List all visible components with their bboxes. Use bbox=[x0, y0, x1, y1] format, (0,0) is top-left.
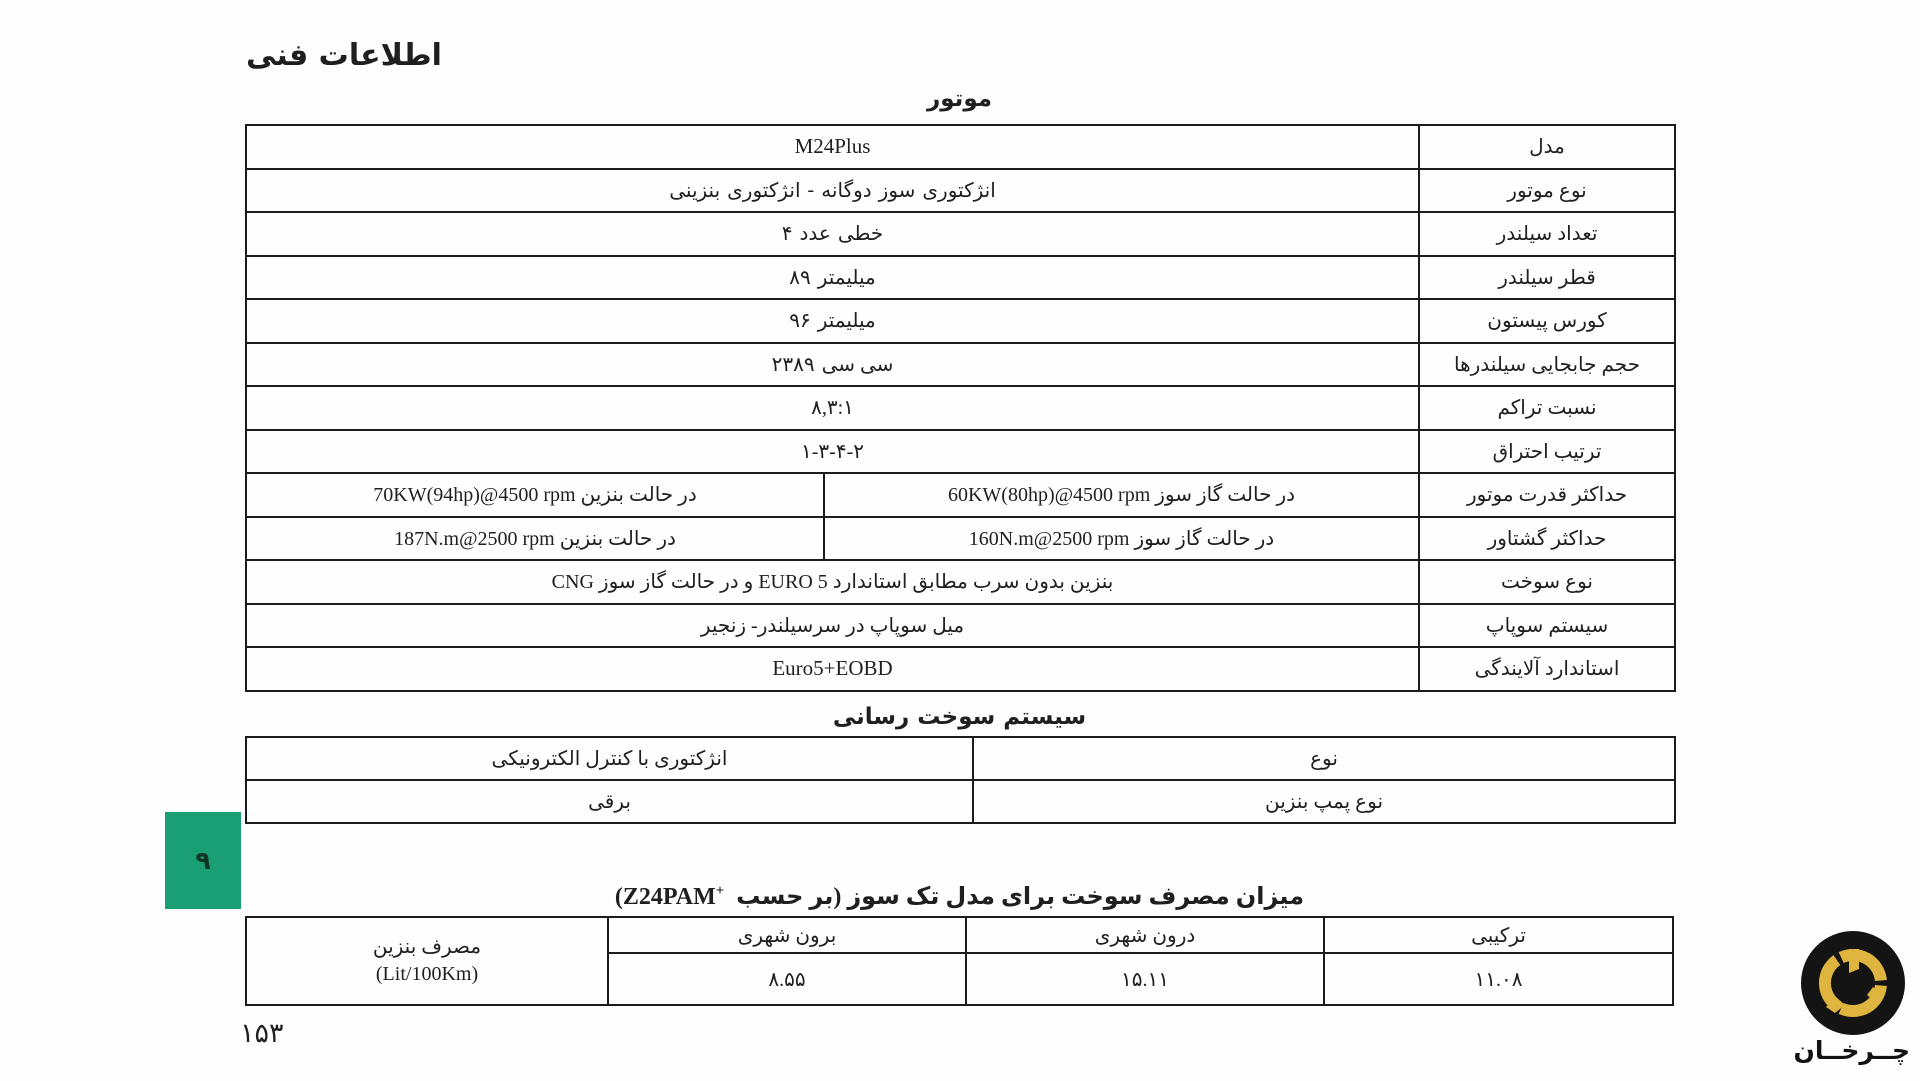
fc-value-extra-urban: ۸.۵۵ bbox=[608, 953, 966, 1005]
fuel-system-table-title: سیستم سوخت رسانی bbox=[832, 704, 1087, 730]
spec-row-model bbox=[246, 125, 1675, 169]
page-title: اطلاعات فنی bbox=[246, 38, 442, 73]
spec-label-fuel-type: نوع سوخت bbox=[1419, 560, 1675, 604]
spec-value-cylinders: ۴ عدد خطی bbox=[246, 212, 1419, 256]
spec-row-compression bbox=[246, 386, 1675, 430]
spec-value-max-power-gas: در حالت گاز سوز 60KW(80hp)@4500 rpm bbox=[824, 473, 1419, 517]
spec-label-emission-standard: استاندارد آلایندگی bbox=[1419, 647, 1675, 691]
spec-row-fuel-type bbox=[246, 560, 1675, 604]
fc-header-combined: ترکیبی bbox=[1324, 917, 1673, 953]
section-number: ۹ bbox=[195, 846, 211, 875]
spec-label-engine-type: نوع موتور bbox=[1419, 169, 1675, 213]
spec-value-model: M24Plus bbox=[246, 125, 1419, 169]
spec-row-max-power bbox=[246, 473, 1675, 517]
fc-value-urban: ۱۵.۱۱ bbox=[966, 953, 1324, 1005]
fc-value-combined: ۱۱.۰۸ bbox=[1324, 953, 1673, 1005]
brand-logo bbox=[1795, 928, 1910, 1065]
fuel-system-value-type: انژکتوری با کنترل الکترونیکی bbox=[246, 737, 973, 780]
spec-label-displacement: حجم جابجایی سیلندرها bbox=[1419, 343, 1675, 387]
fuel-system-value-pump: برقی bbox=[246, 780, 973, 823]
spec-value-max-power-petrol: در حالت بنزین 70KW(94hp)@4500 rpm bbox=[246, 473, 824, 517]
spec-value-compression: ۸,۳:۱ bbox=[246, 386, 1419, 430]
model-code: Z24PAM+ bbox=[622, 883, 725, 910]
spec-label-compression: نسبت تراکم bbox=[1419, 386, 1675, 430]
spec-label-max-power: حداکثر قدرت موتور bbox=[1419, 473, 1675, 517]
fuel-consumption-title: میزان مصرف سوخت برای مدل تک سوز (بر حسب Z24PAM+) bbox=[614, 883, 1305, 910]
spec-row-stroke bbox=[246, 299, 1675, 343]
engine-table-title: موتور bbox=[927, 86, 992, 112]
spec-value-max-torque-gas: در حالت گاز سوز 160N.m@2500 rpm bbox=[824, 517, 1419, 561]
spec-value-valve-system: میل سوپاپ در سرسیلندر- زنجیر bbox=[246, 604, 1419, 648]
spec-row-engine-type bbox=[246, 169, 1675, 213]
spec-row-firing-order bbox=[246, 430, 1675, 474]
fuel-system-label-pump: نوع پمپ بنزین bbox=[973, 780, 1675, 823]
fc-header-urban: درون شهری bbox=[966, 917, 1324, 953]
fuel-system-row-type bbox=[246, 737, 1675, 780]
section-number-tab bbox=[165, 812, 241, 909]
spec-value-emission-standard: Euro5+EOBD bbox=[246, 647, 1419, 691]
fuel-consumption-row-label: مصرف بنزین (Lit/100Km) bbox=[246, 917, 608, 1005]
fuel-system-label-type: نوع bbox=[973, 737, 1675, 780]
spec-value-firing-order: ۱-۳-۴-۲ bbox=[246, 430, 1419, 474]
spec-label-bore: قطر سیلندر bbox=[1419, 256, 1675, 300]
spec-row-bore bbox=[246, 256, 1675, 300]
spec-row-displacement bbox=[246, 343, 1675, 387]
page-number: ۱۵۳ bbox=[240, 1018, 284, 1049]
spec-label-model: مدل bbox=[1419, 125, 1675, 169]
spec-row-valve-system bbox=[246, 604, 1675, 648]
spec-value-engine-type: بنزینی انژکتوری - دوگانه سوز انژکتوری bbox=[246, 169, 1419, 213]
spec-value-stroke: ۹۶ میلیمتر bbox=[246, 299, 1419, 343]
spec-value-displacement: ۲۳۸۹ سی سی bbox=[246, 343, 1419, 387]
fuel-system-row-pump bbox=[246, 780, 1675, 823]
fc-header-extra-urban: برون شهری bbox=[608, 917, 966, 953]
brand-wordmark: چــرخــان bbox=[1793, 1036, 1910, 1065]
spec-row-emission-standard bbox=[246, 647, 1675, 691]
brand-logo-icon bbox=[1798, 928, 1908, 1038]
spec-row-max-torque bbox=[246, 517, 1675, 561]
spec-label-cylinders: تعداد سیلندر bbox=[1419, 212, 1675, 256]
fuel-system-table bbox=[245, 736, 1676, 824]
fuel-consumption-table bbox=[245, 916, 1674, 1006]
spec-label-stroke: کورس پیستون bbox=[1419, 299, 1675, 343]
spec-label-valve-system: سیستم سوپاپ bbox=[1419, 604, 1675, 648]
spec-value-fuel-type: بنزین بدون سرب مطابق استاندارد EURO 5 و در حالت گاز سوز CNG bbox=[246, 560, 1419, 604]
fuel-consumption-header-row bbox=[246, 917, 1673, 953]
spec-value-bore: ۸۹ میلیمتر bbox=[246, 256, 1419, 300]
engine-spec-table bbox=[245, 124, 1676, 692]
spec-label-firing-order: ترتیب احتراق bbox=[1419, 430, 1675, 474]
spec-value-max-torque-petrol: در حالت بنزین 187N.m@2500 rpm bbox=[246, 517, 824, 561]
spec-label-max-torque: حداکثر گشتاور bbox=[1419, 517, 1675, 561]
spec-row-cylinders bbox=[246, 212, 1675, 256]
